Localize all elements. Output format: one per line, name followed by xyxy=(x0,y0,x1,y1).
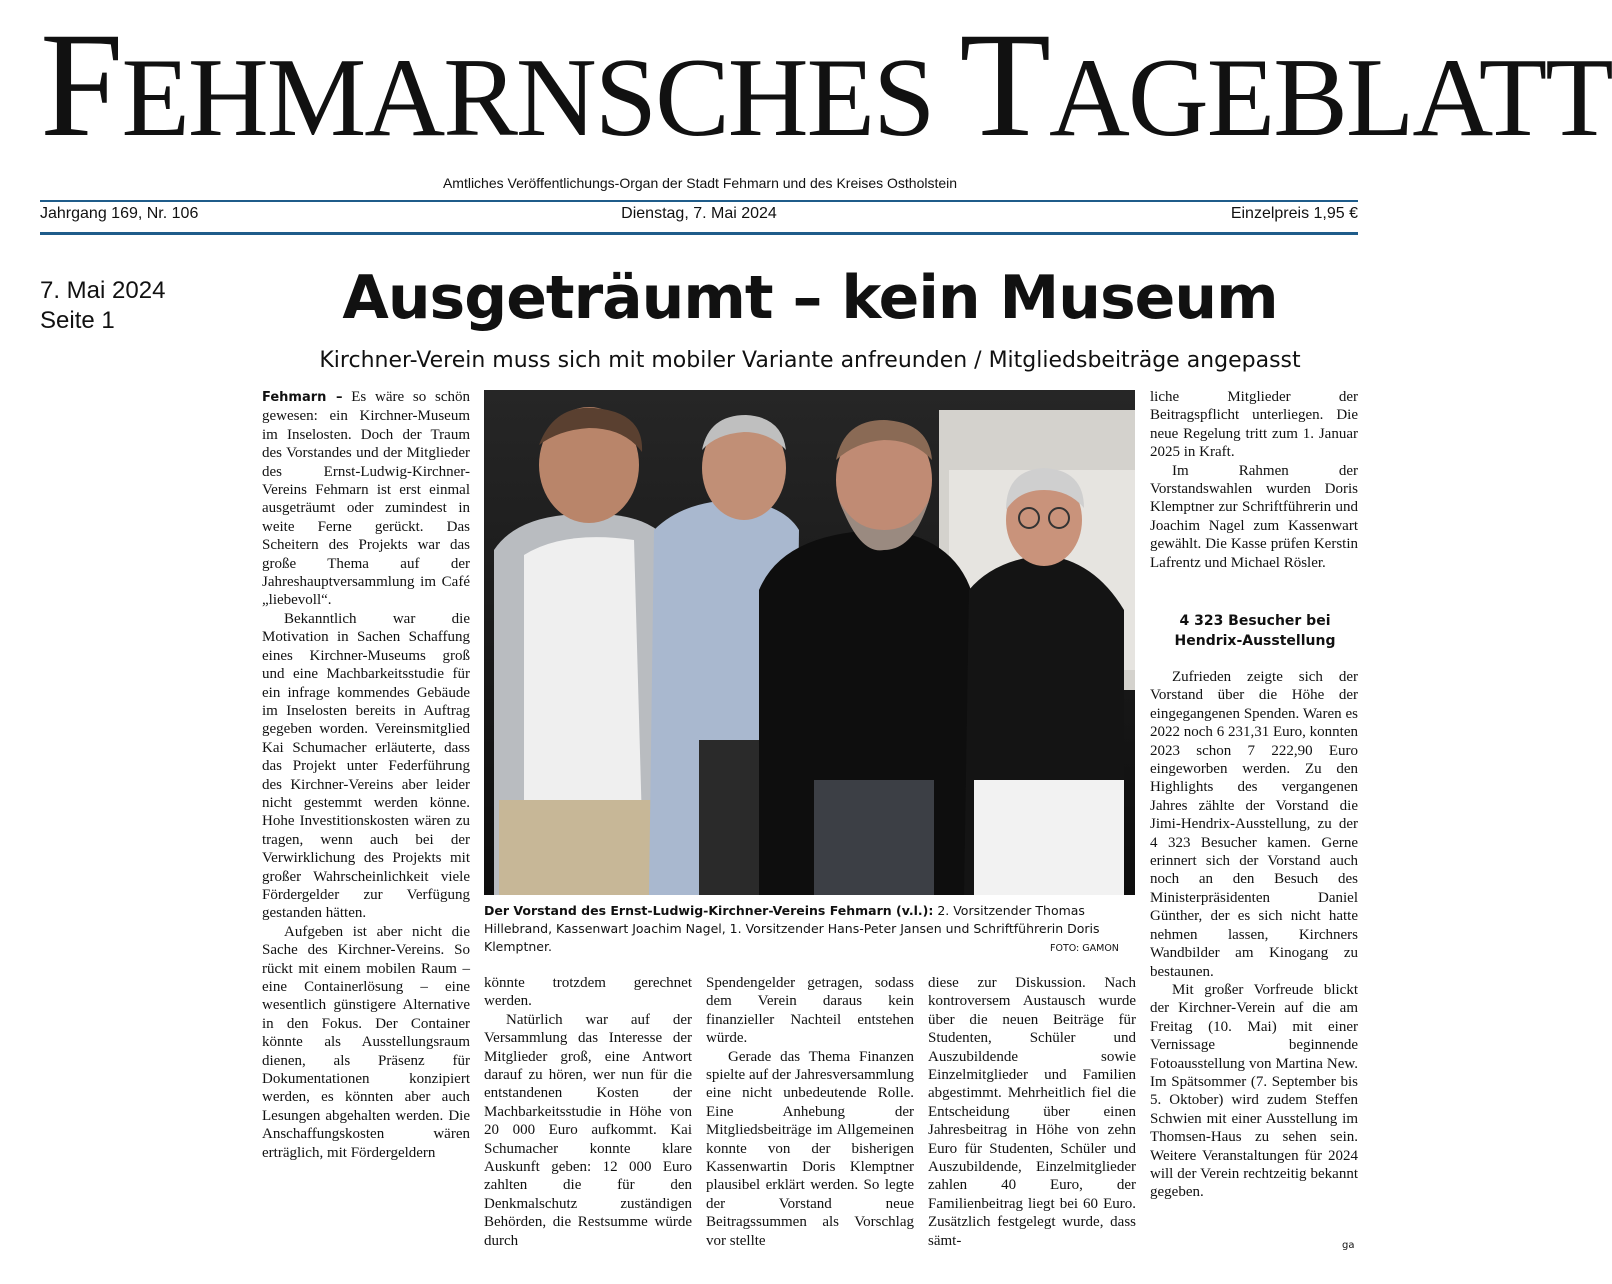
article-column-1 xyxy=(262,388,470,1258)
article-paragraph: könnte trotzdem gerechnet werden. xyxy=(484,975,692,1010)
article-paragraph: Fehmarn – Es wäre so schön gewesen: ein Kirchner-Museum im Inselosten. Doch der Traum des Vorstandes und der Mitglieder des Ernst-Ludwig-Kirchner-Vereins Fehmarn ist erst einmal ausgeträumt oder zumindest in weite Ferne gerückt. Das Scheitern des Projekts war das große Thema auf der Jahreshauptversammlung im Café „liebevoll“. xyxy=(262,389,470,609)
caption-bold: Der Vorstand des Ernst-Ludwig-Kirchner-Vereins Fehmarn (v.l.): xyxy=(484,903,934,918)
masthead-rule-top xyxy=(40,200,1358,202)
author-signature: ga xyxy=(1342,1240,1355,1251)
article-paragraph: Gerade das Thema Finanzen spielte auf der Jahresversammlung eine nicht unbedeutende Rolle. Eine Anhebung der Mitgliedsbeiträge im Allgemeinen konnte von der bisherigen Kassenwartin Doris Klemptner plausibel erklärt werden. So legte der Vorstand neue Beitragssummen als Vorschlag vor stellte xyxy=(706,1048,914,1249)
masthead-rule-bottom xyxy=(40,232,1358,235)
article-photo xyxy=(484,390,1135,895)
article-paragraph: Im Rahmen der Vorstandswahlen wurden Doris Klemptner zur Schriftführerin und Joachim Nagel zum Kassenwart gewählt. Die Kasse prüfen Kerstin Lafrentz und Michael Rösler. xyxy=(1150,462,1358,571)
article-intertitle: 4 323 Besucher bei Hendrix-Ausstellung xyxy=(1174,613,1336,649)
issue-date: Dienstag, 7. Mai 2024 xyxy=(621,205,777,222)
article-paragraph: Spendengelder getragen, sodass dem Verein daraus kein finanzieller Nachteil entstehen würde. xyxy=(706,975,914,1047)
article-headline: Ausgeträumt – kein Museum xyxy=(342,263,1278,333)
article-paragraph: diese zur Diskussion. Nach kontroversem Austausch wurde über die neuen Beiträge für Studenten, Schüler und Auszubildende sowie Einzelmitglieder und Familien abgestimmt. Mehrheitlich fiel die Entscheidung über einen Jahresbeitrag in Höhe von zehn Euro für Studenten, Schüler und Auszubildende, Einzelmitglieder zahlen 40 Euro, der Familienbeitrag liegt bei 60 Euro. Zusätzlich festgelegt wurde, dass sämt- xyxy=(928,975,1136,1249)
clip-date: 7. Mai 2024 xyxy=(40,277,166,304)
article-column-4 xyxy=(928,974,1136,1264)
issue-volume: Jahrgang 169, Nr. 106 xyxy=(40,205,199,222)
photo-caption xyxy=(484,902,1135,956)
photo-credit: FOTO: GAMON xyxy=(1050,943,1119,954)
article-subhead: Kirchner-Verein muss sich mit mobiler Variante anfreunden / Mitgliedsbeiträge angepasst xyxy=(319,348,1301,373)
masthead-subline: Amtliches Veröffentlichungs-Organ der Stadt Fehmarn und des Kreises Ostholstein xyxy=(442,175,958,191)
caption-text: 2. Vorsitzender Thomas Hillebrand, Kassenwart Joachim Nagel, 1. Vorsitzender Hans-Peter Jansen und Schriftführerin Doris Klemptner. xyxy=(484,903,1100,954)
article-column-5-top xyxy=(1150,388,1358,603)
issue-price: Einzelpreis 1,95 € xyxy=(1230,205,1358,222)
article-column-5-bottom xyxy=(1150,668,1358,1258)
clip-page: Seite 1 xyxy=(40,307,115,334)
photo-board-members xyxy=(484,390,1135,895)
article-paragraph: liche Mitglieder der Beitragspflicht unterliegen. Die neue Regelung tritt zum 1. Januar 2025 in Kraft. xyxy=(1150,389,1358,461)
article-column-2 xyxy=(484,974,692,1264)
article-paragraph: Bekanntlich war die Motivation in Sachen Schaffung eines Kirchner-Museums groß und eine Machbarkeitsstudie für ein infrage kommendes Gebäude im Inselosten bereits in Auftrag gegeben worden. Vereinsmitglied Kai Schumacher erläuterte, dass das Projekt unter Federführung des Kirchner-Vereins aber leider nicht gestemmt werden könne. Hohe Investitionskosten wären zu tragen, wenn auch bei der Verwirklichung des Projekts mit großer Wahrscheinlichkeit viele Fördergelder zur Verfügung gestanden hätten. xyxy=(262,610,470,922)
clip-info xyxy=(40,276,165,336)
issue-info-bar xyxy=(40,205,1358,227)
article-paragraph: Natürlich war auf der Versammlung das Interesse der Mitglieder groß, eine Antwort darauf zu hören, wer nun für die entstandenen Kosten der Machbarkeitsstudie in Höhe von 20 000 Euro aufkommt. Kai Schumacher konnte klare Auskunft geben: 12 000 Euro zahlten die für den Denkmalschutz zuständigen Behörden, die Restsumme würde durch xyxy=(484,1011,692,1249)
article-column-3 xyxy=(706,974,914,1264)
article-paragraph: Mit großer Vorfreude blickt der Kirchner-Verein auf die am Freitag (10. Mai) mit einer Vernissage beginnende Fotoausstellung von Martina New. Im Spätsommer (7. September bis 5. Oktober) wird zudem Steffen Schwien mit einer Ausstellung im Thomsen-Haus zu sehen sein. Weitere Veranstaltungen für 2024 will der Verein rechtzeitig bekannt gegeben. xyxy=(1150,981,1358,1201)
article-paragraph: Aufgeben ist aber nicht die Sache des Kirchner-Vereins. So rückt mit einem mobilen Raum – eine Containerlösung – eine wesentlich günstigere Alternative in den Fokus. Der Container könnte als Ausstellungsraum dienen, als Präsenz für Dokumentationen konzipiert werden, es könnten aber auch Lesungen abgehalten werden. Die Anschaffungskosten wären erträglich, mit Fördergeldern xyxy=(262,923,470,1161)
article-paragraph: Zufrieden zeigte sich der Vorstand über die Höhe der eingegangenen Spenden. Waren es 2022 noch 6 231,31 Euro, konnten 2023 schon 7 222,90 Euro eingeworben werden. Zu den Highlights des vergangenen Jahres zählte der Vorstand die Jimi-Hendrix-Ausstellung, zu der 4 323 Besucher kamen. Gerne erinnert sich der Vorstand auch noch an den Besuch des Ministerpräsidenten Daniel Günther, der es sich nicht hatte nehmen lassen, Kirchners Wandbilder am Kinogang zu bestaunen. xyxy=(1150,669,1358,980)
newspaper-masthead: FEHMARNSCHES TAGEBLATT xyxy=(40,2,1612,168)
dateline: Fehmarn – xyxy=(262,390,343,405)
